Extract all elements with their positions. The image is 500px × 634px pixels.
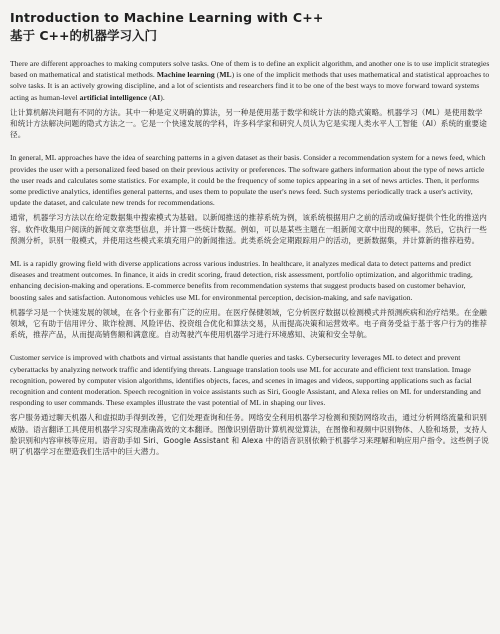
p1-text-c: ) is one of the implicit methods that uses mathematical and statistical approaches to solve tasks. It is an actively growing discipline, and a lot of scientists and researchers find it to be one of the best ways to move forward toward systems acting as human-level: [10, 70, 490, 102]
paragraph-2-english: In general, ML approaches have the idea of searching patterns in a given dataset as their basis. Consider a recommendation system for a news feed, which provides the user with a personalized feed based on their previous activity or preferences. The software gathers information about the type of news article the user reads and calculates some statistics. For example, it could be the frequency of some topics appearing in a set of news articles. Then, it performs some predictive analytics, identifies general patterns, and uses them to populate the user's news feed. Such systems periodically track a user's activity, update the dataset, and calculate new trends for recommendations.: [10, 153, 486, 208]
term-ai: AI: [151, 92, 161, 102]
paragraph-2-chinese: 通常，机器学习方法以在给定数据集中搜索模式为基础。以新闻推送的推荐系统为例，该系统根据用户之前的活动或偏好提供个性化的推送内容。软件收集用户阅读的新闻文章类型信息，并计算一些统计数据。例如，可以是某些主题在一组新闻文章中出现的频率。然后，它执行一些预测分析，识别一般模式，并使用这些模式来填充用户的新闻推送。此类系统会定期跟踪用户的活动，更新数据集，并计算新的推荐趋势。: [10, 213, 488, 245]
paragraph-3-english: ML is a rapidly growing field with diverse applications across various industries. In healthcare, it analyzes medical data to detect patterns and predict diseases and treatment outcomes. In finance, it aids in credit scoring, fraud detection, risk assessment, portfolio optimization, and algorithmic trading, enhancing decision-making and operations. E-commerce benefits from recommendation systems that suggest products based on customer behavior, boosting sales and satisfaction. Autonomous vehicles use ML for environmental perception, decision-making, and safe navigation.: [10, 259, 473, 302]
term-machine-learning: Machine learning: [156, 70, 215, 80]
p1-text-b: (: [214, 70, 220, 80]
paragraph-1-chinese: 让计算机解决问题有不同的方法。其中一种是定义明确的算法，另一种是使用基于数学和统计方法的隐式策略。机器学习（ML）是使用数学和统计方法解决问题的隐式方法之一。它是一个快速发展的学科，许多科学家和研究人员认为它是实现人类水平人工智能（AI）系统的重要途径。: [10, 107, 487, 140]
paragraph-4-chinese: 客户服务通过聊天机器人和虚拟助手得到改善，它们处理查询和任务。网络安全利用机器学习检测和预防网络攻击，通过分析网络流量和识别威胁。语言翻译工具使用机器学习实现准确高效的文本翻译。图像识别借助计算机视觉算法，在图像和视频中识别物体、人脸和场景，支持人脸识别和内容审核等应用。语音助手如 Siri、Google Assistant 和 Alexa 中的语音识别依赖于机器学习来理解和响应用户指令。这些例子说明了机器学习在塑造我们生活中的巨大潜力。: [10, 413, 489, 457]
paragraph-3-chinese: 机器学习是一个快速发展的领域，在各个行业都有广泛的应用。在医疗保健领域，它分析医疗数据以检测模式并预测疾病和治疗结果。在金融领域，它有助于信用评分、欺诈检测、风险评估、投资组合优化和算法交易，从而提高决策和运营效率。电子商务受益于基于客户行为的推荐系统，推荐产品，从而提高销售额和满意度。自动驾驶汽车使用机器学习进行环境感知、决策和安全导航。: [10, 307, 488, 340]
paragraph-1-english: [10, 58, 490, 103]
p1-text-d: (: [147, 92, 152, 102]
paragraph-4-english: Customer service is improved with chatbots and virtual assistants that handle queries and tasks. Cybersecurity leverages ML to detect and prevent cyberattacks by analyzing network traffic and identifying threats. Language translation tools use ML for accurate and efficient text translation. Image recognition, powered by computer vision algorithms, identifies objects, faces, and scenes in images and videos, supporting applications such as facial recognition and content moderation. Speech recognition in voice assistants such as Siri, Google Assistant, and Alexa relies on ML for understanding and responding to user commands. These examples illustrate the vast potential of ML in shaping our lives.: [10, 353, 481, 408]
p1-text-a: There are different approaches to making computers solve tasks. One of them is to define an explicit algorithm, and another one is to use implicit strategies based on mathematical and statistical methods.: [10, 59, 490, 80]
title-chinese: 基于 C++的机器学习入门: [10, 28, 157, 43]
p1-text-e: ).: [160, 92, 165, 102]
title-english: Introduction to Machine Learning with C++: [10, 10, 324, 25]
term-ml: ML: [219, 70, 232, 80]
term-artificial-intelligence: artificial intelligence: [79, 92, 148, 102]
